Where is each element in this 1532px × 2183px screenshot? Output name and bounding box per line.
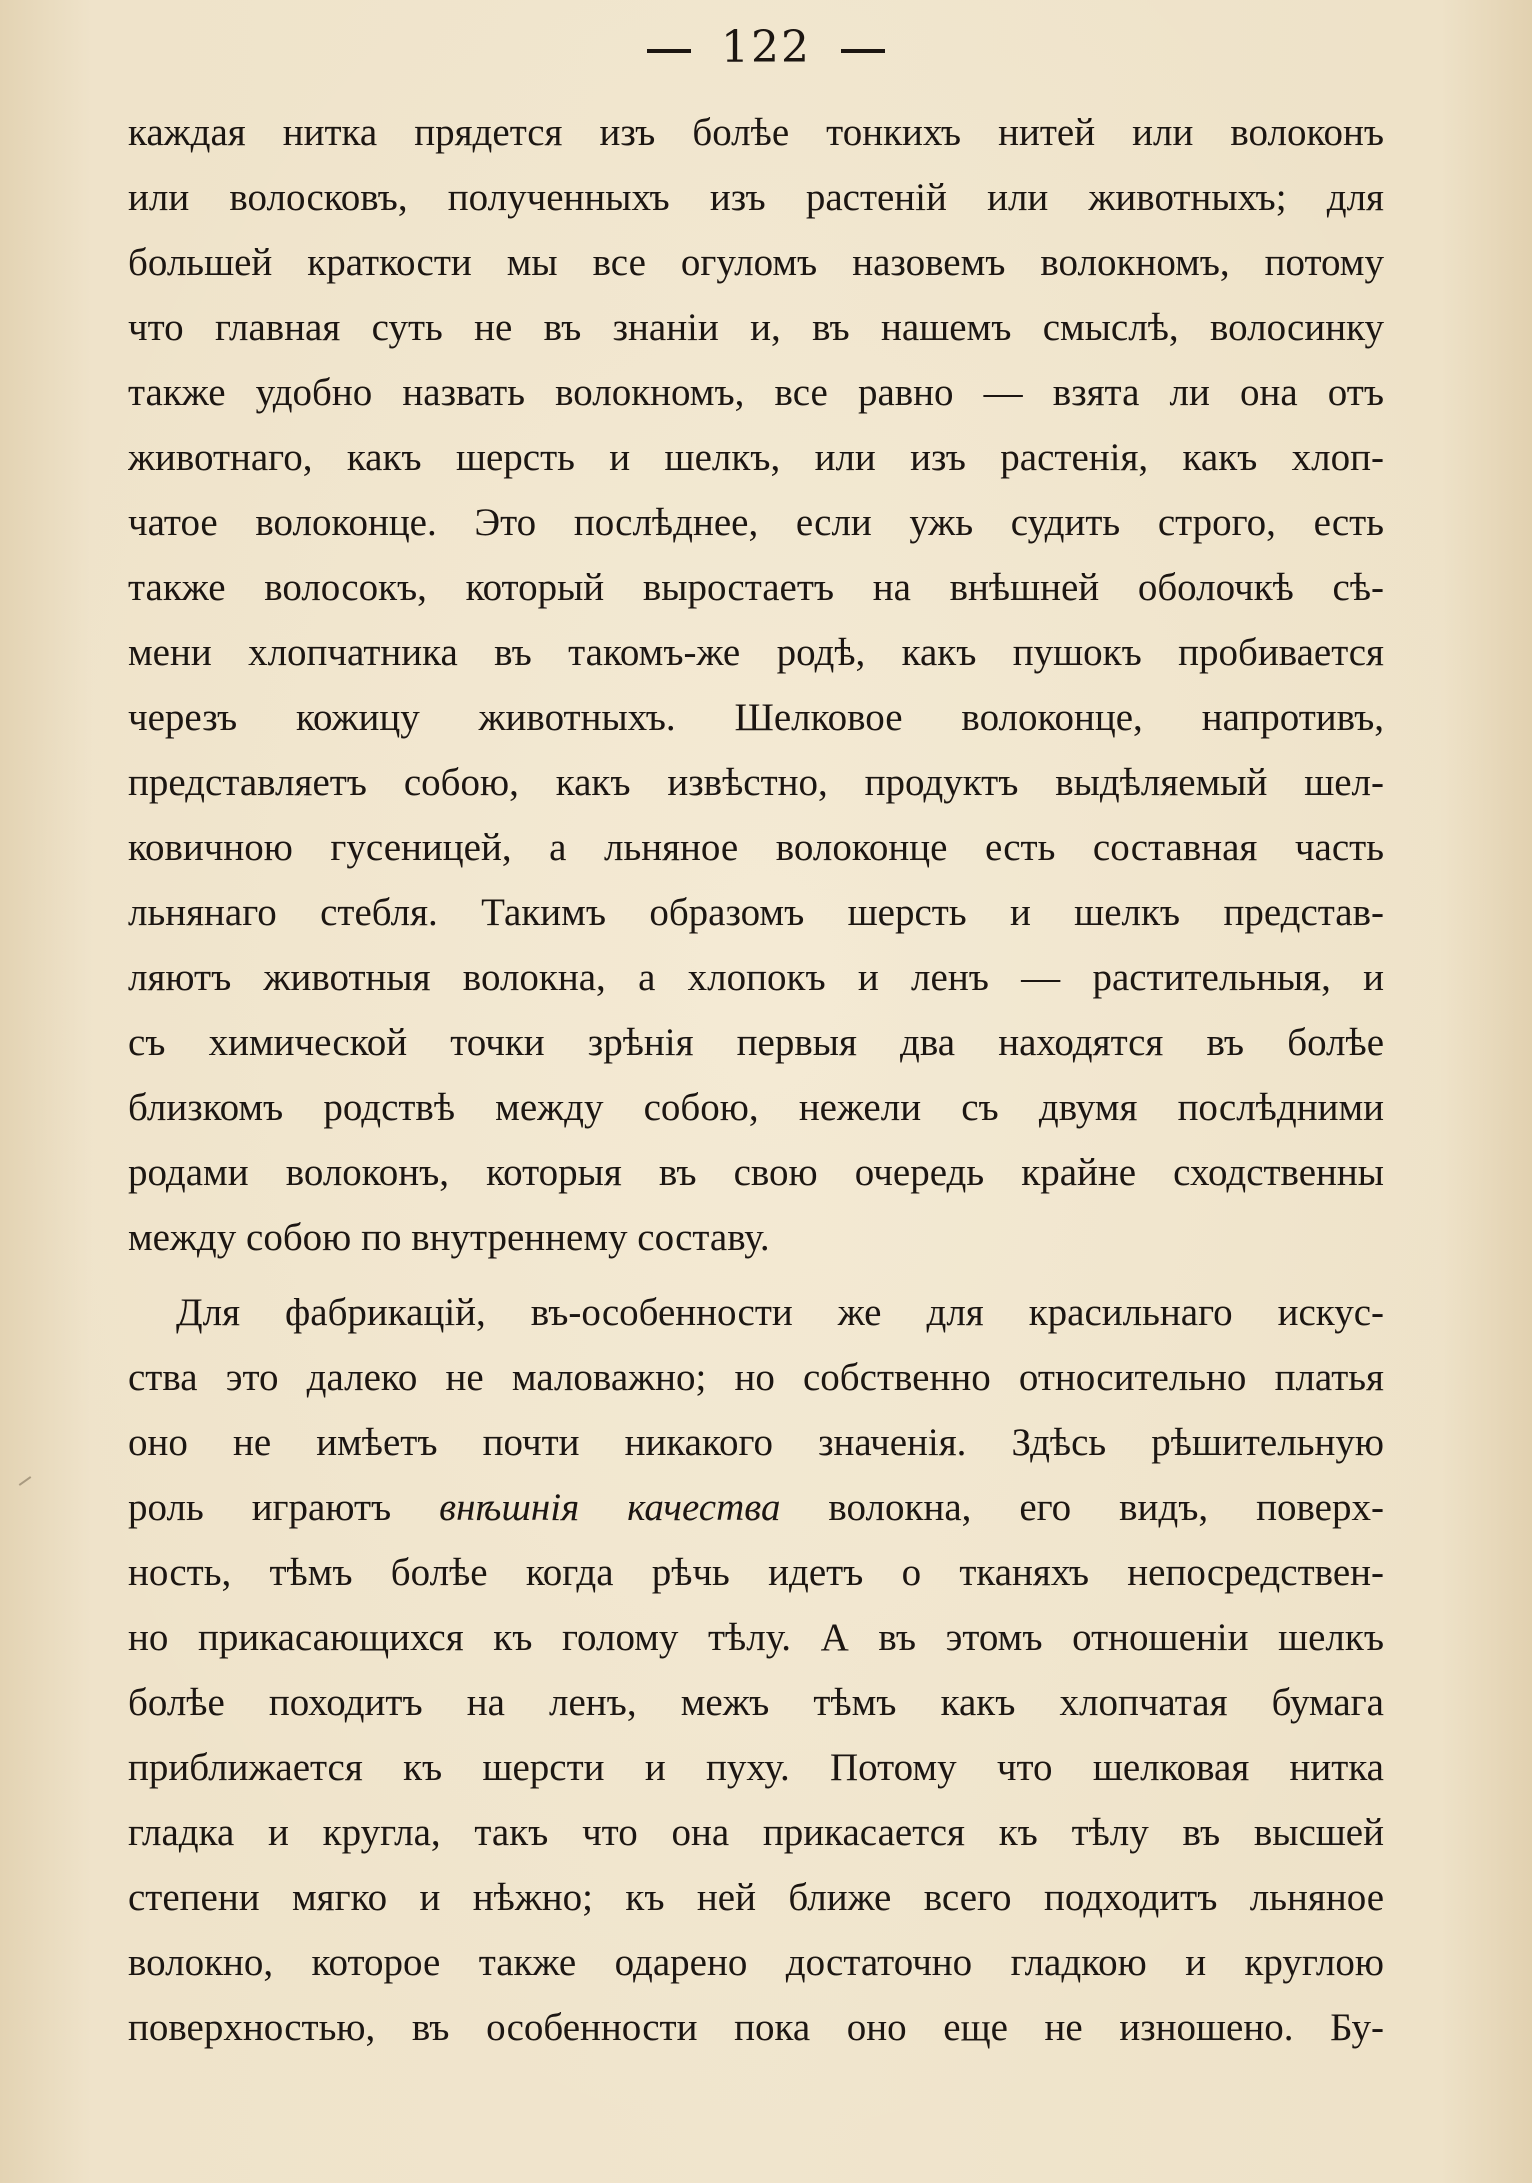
text-line: Для фабрикацій, въ-особенности же для красильнаго искус- — [176, 1291, 1384, 1334]
text-line: мени хлопчатника въ такомъ-же родѣ, какъ пушокъ пробивается — [128, 631, 1384, 674]
paragraph-1 — [128, 100, 1384, 1270]
text-line: оно не имѣетъ почти никакого значенія. Здѣсь рѣшительную — [128, 1421, 1384, 1464]
text-line: что главная суть не въ знаніи и, въ нашемъ смыслѣ, волосинку — [128, 306, 1384, 349]
paragraph-2 — [128, 1280, 1384, 2060]
paper-mark — [19, 1476, 32, 1486]
text-run: волокна, его видъ, поверх- — [780, 1486, 1384, 1529]
header-dash-right — [841, 49, 885, 53]
text-run: роль играютъ — [128, 1486, 440, 1529]
text-line: представляетъ собою, какъ извѣстно, продуктъ выдѣляемый шел- — [128, 761, 1384, 804]
text-line: ность, тѣмъ болѣе когда рѣчь идетъ о тканяхъ непосредствен- — [128, 1551, 1384, 1594]
text-line: степени мягко и нѣжно; къ ней ближе всего подходитъ льняное — [128, 1876, 1384, 1919]
text-line: приближается къ шерсти и пуху. Потому что шелковая нитка — [128, 1746, 1384, 1789]
text-line: съ химической точки зрѣнія первыя два находятся въ болѣе — [128, 1021, 1384, 1064]
text-line: также волосокъ, который выростаетъ на внѣшней оболочкѣ сѣ- — [128, 566, 1384, 609]
text-line: чатое волоконце. Это послѣднее, если ужь судить строго, есть — [128, 501, 1384, 544]
text-line: болѣе походитъ на ленъ, межъ тѣмъ какъ хлопчатая бумага — [128, 1681, 1384, 1724]
text-line: черезъ кожицу животныхъ. Шелковое волоконце, напротивъ, — [128, 696, 1384, 739]
text-line: каждая нитка прядется изъ болѣе тонкихъ нитей или волоконъ — [128, 111, 1384, 154]
text-line: льнянаго стебля. Такимъ образомъ шерсть и шелкъ представ- — [128, 891, 1384, 934]
page-number: 122 — [721, 22, 811, 73]
header-dash-left — [647, 49, 691, 53]
text-line: но прикасающихся къ голому тѣлу. А въ этомъ отношеніи шелкъ — [128, 1616, 1384, 1659]
text-line: ства это далеко не маловажно; но собственно относительно платья — [128, 1356, 1384, 1399]
paragraph-gap — [128, 1270, 1384, 1280]
body-text — [128, 100, 1384, 2060]
text-line: также удобно назвать волокномъ, все равно — взята ли она отъ — [128, 371, 1384, 414]
text-line: между собою по внутреннему составу. — [128, 1216, 770, 1259]
text-line: животнаго, какъ шерсть и шелкъ, или изъ растенія, какъ хлоп- — [128, 436, 1384, 479]
emphasized-phrase: внѣшнія качества — [439, 1486, 781, 1529]
text-line: поверхностью, въ особенности пока оно еще не изношено. Бу- — [128, 2006, 1384, 2049]
text-line: близкомъ родствѣ между собою, нежели съ двумя послѣдними — [128, 1086, 1384, 1129]
text-line: родами волоконъ, которыя въ свою очередь крайне сходственны — [128, 1151, 1384, 1194]
text-line: ковичною гусеницей, а льняное волоконце есть составная часть — [128, 826, 1384, 869]
text-line: гладка и кругла, такъ что она прикасается къ тѣлу въ высшей — [128, 1811, 1384, 1854]
text-line: или волосковъ, полученныхъ изъ растеній или животныхъ; для — [128, 176, 1384, 219]
text-line: большей краткости мы все огуломъ назовемъ волокномъ, потому — [128, 241, 1384, 284]
text-line: волокно, которое также одарено достаточно гладкою и круглою — [128, 1941, 1384, 1984]
text-line: ляютъ животныя волокна, а хлопокъ и ленъ — растительныя, и — [128, 956, 1384, 999]
page-header — [0, 22, 1532, 73]
text-line-with-emphasis — [128, 1475, 1384, 1540]
